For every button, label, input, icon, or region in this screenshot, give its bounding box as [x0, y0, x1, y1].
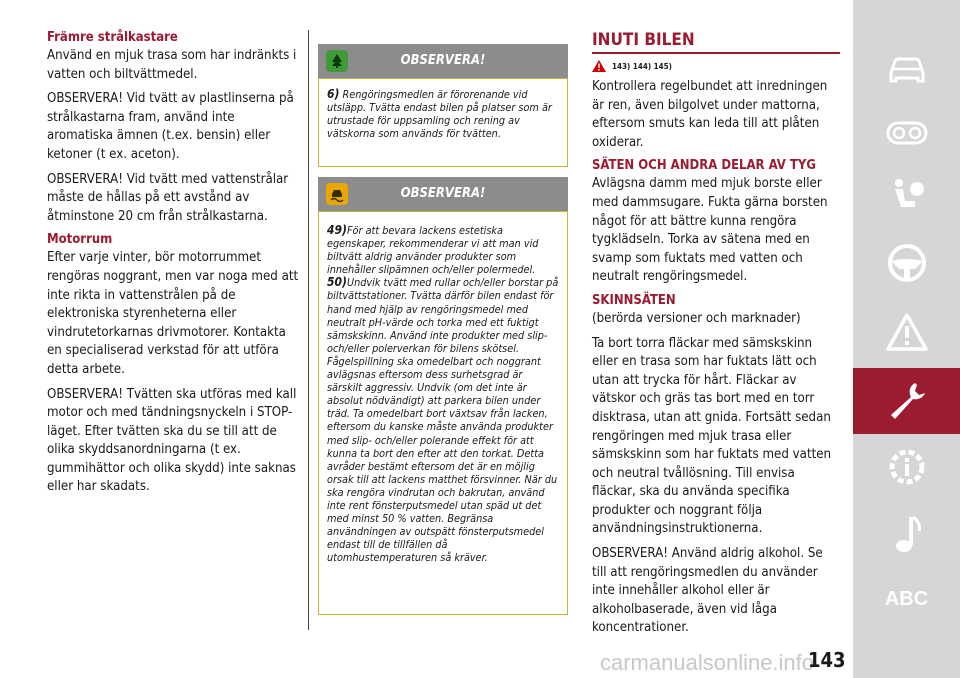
- warning-box: [318, 78, 568, 167]
- left-column: [47, 30, 299, 503]
- wrench-icon[interactable]: [853, 368, 960, 434]
- warning-title: OBSERVERA!: [400, 186, 486, 201]
- warning-refs: [592, 60, 840, 72]
- paragraph: OBSERVERA! Använd aldrig alkohol. Se till att rengöringsmedlen du använder inte innehåller alkohol eller är alkoholbaserade, även vid låga koncentrationer.: [592, 546, 823, 636]
- car-icon[interactable]: [853, 40, 960, 98]
- column-divider: [308, 30, 309, 630]
- warning-triangle-icon: [592, 60, 606, 72]
- paragraph: OBSERVERA! Vid tvätt med vattenstrålar måste de hållas på ett avstånd av åtminstone 20 cm från strålkastarna.: [47, 171, 289, 224]
- warning-text: Rengöringsmedlen är förorenande vid utsläpp. Tvätta endast bilen på platser som är utrustade för uppsamling och rening av vätskorna som används för tvätten.: [327, 88, 552, 141]
- paragraph: Ta bort torra fläckar med sämskskinn eller en trasa som har fuktats lätt och utan att trycka för hårt. Fläckar av vätskor och gräs tas bort med en torr disktrasa, utan att gnida. Fortsätt sedan rengöringen med mjuk trasa eller sämskskinn som har fuktats med vatten och neutral tvållösning. Till envisa fläckar, ska du använda specifika produkter och noggrant följa användningsinstruktionerna.: [592, 335, 832, 537]
- paragraph: Kontrollera regelbundet att inredningen är ren, även bilgolvet under mattorna, eftersom smuts kan leda till att plåten oxiderar.: [592, 79, 828, 150]
- paragraph: (berörda versioner och marknader): [592, 310, 801, 326]
- watermark: carmanualsonline.info: [600, 650, 815, 675]
- heading-front-headlights: Främre strålkastare: [47, 30, 178, 45]
- right-column: [592, 30, 840, 644]
- page-number: 143: [808, 648, 846, 672]
- paragraph: Efter varje vinter, bör motorrummet rengöras noggrant, men var noga med att inte rikta in vattenstrålen på de elektroniska styrenheterna eller vindrutetorkarnas drivmotorer. Kontakta en specialiserad verkstad för att utföra detta arbete.: [47, 250, 299, 377]
- note-number: 6): [327, 87, 340, 101]
- abc-index-button[interactable]: [853, 570, 960, 628]
- paragraph: Använd en mjuk trasa som har indränkts i vatten och biltvättmedel.: [47, 48, 297, 82]
- warning-title: OBSERVERA!: [400, 53, 486, 68]
- note-number: 49): [327, 223, 347, 237]
- dashboard-gauges-icon[interactable]: [853, 104, 960, 162]
- warning-box: [318, 211, 568, 615]
- heading-engine-bay: Motorrum: [47, 232, 113, 248]
- warning-header: [318, 44, 568, 78]
- music-note-icon[interactable]: [853, 506, 960, 564]
- warning-header: [318, 177, 568, 211]
- warning-text: För att bevara lackens estetiska egenskaper, rekommenderar vi att man vid biltvätt aldrig använder produkter som innehåller slipämnen och/eller polermedel.: [327, 224, 539, 277]
- airbag-seat-icon[interactable]: [853, 168, 960, 226]
- refs-text: 143) 144) 145): [612, 61, 672, 71]
- paragraph: OBSERVERA! Tvätten ska utföras med kall motor och med tändningsnyckeln i STOP-läget. Efter tvätten ska du se till att de olika skyddsanordningarna (t ex. gummihättor och olika skydd) inte saknas eller har skadats.: [47, 386, 297, 495]
- abc-label: ABC: [884, 587, 929, 610]
- middle-column: [318, 44, 568, 625]
- warning-triangle-icon[interactable]: [853, 304, 960, 362]
- chapter-sidebar: [853, 0, 960, 678]
- heading-leather-seats: SKINNSÄTEN: [592, 292, 676, 308]
- steering-wheel-icon[interactable]: [853, 234, 960, 292]
- paragraph: OBSERVERA! Vid tvätt av plastlinserna på strålkastarna fram, använd inte aromatiska ämnen (t.ex. bensin) eller ketoner (t ex. aceton).: [47, 91, 294, 162]
- warning-text: Undvik tvätt med rullar och/eller borstar på biltvättstationer. Tvätta därför bilen endast för hand med hjälp av rengöringsmedel med neutralt pH-värde och torka med ett fuktigt sämskskinn. Använd inte produkter med slip- och/eller polerverkan för bilens skötsel. Fågelspillning ska omedelbart och noggrant avlägsnas eftersom dess surhetsgrad är särskilt aggressiv. Undvik (om det inte är absolut nödvändigt) att parkera bilen under träd. Ta omedelbart bort växtsav från lacken, eftersom du kanske måste använda produkter med slip- och/eller polerande effekt för att kunna ta bort den efter att den torkat. Detta avråder bestämt eftersom det är en möjlig orsak till att lackens matthet försvinner. När du ska rengöra vindrutan och bakrutan, använd inte rent fönsterputsmedel utan späd ut det med minst 50 % vatten. Begränsa användningen av outspätt fönsterputsmedel endast till de tillfällen då utomhustemperaturen så kräver.: [327, 276, 559, 565]
- heading-fabric-seats: SÄTEN OCH ANDRA DELAR AV TYG: [592, 158, 816, 174]
- section-underline: [592, 52, 840, 54]
- paragraph: Avlägsna damm med mjuk borste eller med dammsugare. Fukta gärna borsten något för att bättre kunna rengöra tygklädseln. Torka av sätena med en svamp som fuktats med vatten och neutralt rengöringsmedel.: [592, 176, 828, 285]
- note-number: 50): [327, 275, 347, 290]
- section-title: INUTI BILEN: [592, 30, 695, 50]
- info-gear-icon[interactable]: [853, 438, 960, 496]
